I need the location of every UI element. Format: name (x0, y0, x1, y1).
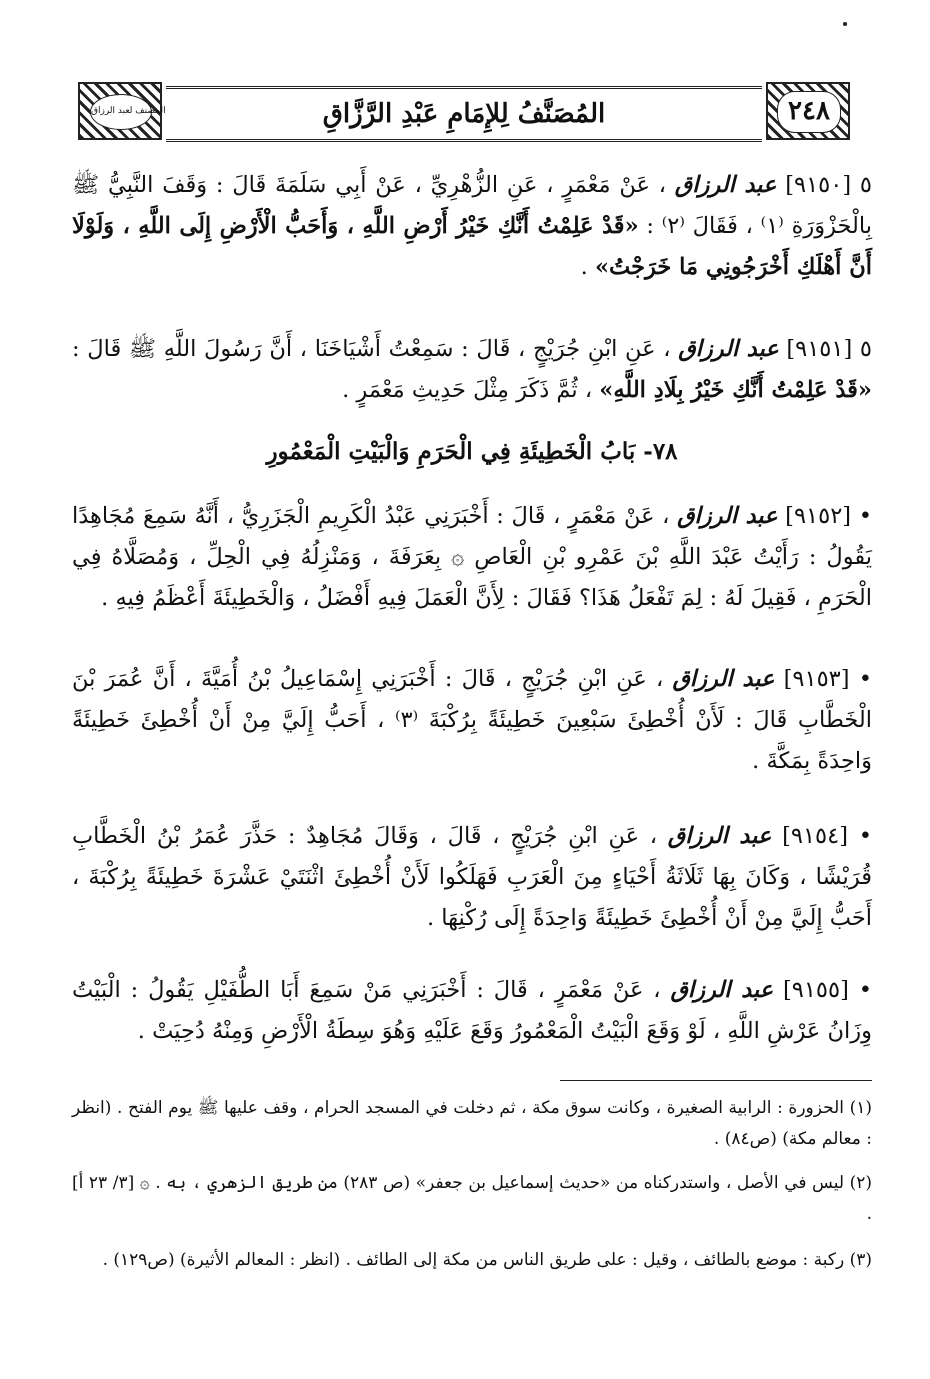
author-name: عبد الرزاق (672, 666, 775, 692)
hadith-tail: ، ثُمَّ ذَكَرَ مِثْلَ حَدِيثِ مَعْمَرٍ . (342, 377, 600, 403)
hadith-marker: • (858, 666, 873, 692)
header-ornament-left (78, 82, 166, 140)
author-name: عبد الرزاق (677, 503, 778, 529)
hadith-number: [٩١٥٠] (785, 172, 852, 198)
hadith-marker: ٥ (859, 172, 872, 198)
hadith-quote: «قَدْ عَلِمْتُ أَنَّكِ خَيْرُ أَرْضِ اللَّهِ ، وَأَحَبُّ الْأَرْضِ إِلَى اللَّهِ ، وَلَوْلَا أَنَّ أَهْلَكِ أَخْرَجُونِي مَا خَرَجْتُ» (72, 213, 872, 280)
hadith-9153 (72, 659, 872, 782)
hadith-9150 (72, 165, 872, 288)
footnote-text: (٢) ليس في الأصل ، واستدركناه من «حديث إسماعيل بن جعفر» (ص ٢٨٣) من طريق الزهري ، به . ۞ [٣/ ٢٣ أ] . (72, 1173, 872, 1224)
footnote-text: (١) الحزورة : الرابية الصغيرة ، وكانت سوق مكة ، ثم دخلت في المسجد الحرام ، وقف عليها ﷺ يوم الفتح . (انظر : معالم مكة) (ص٨٤) . (72, 1098, 872, 1149)
page-header (78, 82, 850, 142)
hadith-text: ، عَنِ ابْنِ جُرَيْجٍ ، قَالَ : أَخْبَرَنِي إِسْمَاعِيلُ بْنُ أُمَيَّةَ ، أَنَّ عُمَرَ بْنَ الْخَطَّابِ قَالَ : لَأَنْ أُخْطِئَ سَبْعِينَ خَطِيئَةً بِرُكْبَةَ ⁽٣⁾ ، أَحَبُّ إِلَيَّ مِنْ أَنْ أُخْطِئَ خَطِيئَةً وَاحِدَةً بِمَكَّةَ . (72, 666, 872, 774)
footnote-1 (72, 1093, 872, 1155)
hadith-text: ، عَنْ مَعْمَرٍ ، قَالَ : أَخْبَرَنِي مَنْ سَمِعَ أَبَا الطُّفَيْلِ يَقُولُ : الْبَيْتُ وِزَانُ عَرْشِ اللَّهِ ، لَوْ وَقَعَ الْبَيْتُ الْمَعْمُورُ وَقَعَ عَلَيْهِ وَهُوَ سِطَةُ الْأَرْضِ وَمِنْهُ دُحِيَتْ . (72, 977, 872, 1044)
footnote-separator (560, 1080, 872, 1081)
hadith-number: [٩١٥٤] (782, 823, 848, 849)
hadith-9151 (72, 329, 872, 411)
book-logo-seal: المصنف لعبد الرزاق (90, 94, 152, 130)
hadith-tail: . (580, 254, 595, 280)
header-ornament-right (766, 82, 850, 140)
hadith-9152 (72, 496, 872, 619)
hadith-number: [٩١٥٢] (785, 503, 852, 529)
page-dot (843, 22, 847, 26)
hadith-marker: ٥ (859, 336, 872, 362)
hadith-marker: • (858, 977, 872, 1003)
chapter-heading: ٧٨- بَابُ الْخَطِيئَةِ فِي الْحَرَمِ وَالْبَيْتِ الْمَعْمُورِ (266, 438, 678, 465)
footnote-text: (٣) ركبة : موضع بالطائف ، وقيل : على طريق الناس من مكة إلى الطائف . (انظر : المعالم الأثيرة) (ص١٢٩) . (102, 1250, 872, 1270)
author-name: عبد الرزاق (678, 336, 779, 362)
book-title: المُصَنَّفُ لِلإِمَامِ عَبْدِ الرَّزَّاقِ (322, 99, 606, 129)
title-band (166, 86, 762, 142)
hadith-9155 (72, 970, 872, 1052)
page-number: ٢٤٨ (777, 91, 841, 133)
author-name: عبد الرزاق (674, 172, 777, 198)
hadith-text: ، عَنْ مَعْمَرٍ ، عَنِ الزُّهْرِيِّ ، عَنْ أَبِي سَلَمَةَ قَالَ : وَقَفَ النَّبِيُّ ﷺ بِالْحَزْوَرَةِ ⁽١⁾ ، فَقَالَ ⁽٢⁾ : (72, 172, 872, 239)
hadith-9154 (72, 816, 872, 939)
hadith-number: [٩١٥١] (786, 336, 853, 362)
hadith-number: [٩١٥٣] (783, 666, 850, 692)
author-name: عبد الرزاق (670, 977, 774, 1003)
author-name: عبد الرزاق (667, 823, 772, 849)
hadith-quote: «قَدْ عَلِمْتُ أَنَّكِ خَيْرُ بِلَادِ اللَّهِ» (599, 377, 872, 403)
footnote-2 (72, 1168, 872, 1230)
hadith-marker: • (858, 823, 872, 849)
hadith-marker: • (858, 503, 872, 529)
hadith-text: ، عَنْ مَعْمَرٍ ، قَالَ : أَخْبَرَنِي عَبْدُ الْكَرِيمِ الْجَزَرِيُّ ، أَنَّهُ سَمِعَ مُجَاهِدًا يَقُولُ : رَأَيْتُ عَبْدَ اللَّهِ بْنَ عَمْرِو بْنِ الْعَاصِ ۞ بِعَرَفَةَ ، وَمَنْزِلُهُ فِي الْحِلِّ ، وَمُصَلَّاهُ فِي الْحَرَمِ ، فَقِيلَ لَهُ : لِمَ تَفْعَلُ هَذَا؟ فَقَالَ : لِأَنَّ الْعَمَلَ فِيهِ أَفْضَلُ ، وَالْخَطِيئَةَ أَعْظَمُ فِيهِ . (72, 503, 872, 611)
hadith-text: ، عَنِ ابْنِ جُرَيْجٍ ، قَالَ : سَمِعْتُ أَشْيَاخَنَا ، أَنَّ رَسُولَ اللَّهِ ﷺ قَالَ : (72, 336, 671, 362)
hadith-text: ، عَنِ ابْنِ جُرَيْجٍ ، قَالَ ، وَقَالَ مُجَاهِدٌ : حَذَّرَ عُمَرُ بْنُ الْخَطَّابِ قُرَيْشًا ، وَكَانَ بِهَا ثَلَاثَةُ أَحْيَاءٍ مِنَ الْعَرَبِ فَهَلَكُوا لَأَنْ أُخْطِئَ اثْنَتَيْ عَشْرَةَ خَطِيئَةً بِرُكْبَةَ ، أَحَبُّ إِلَيَّ مِنْ أَنْ أُخْطِئَ خَطِيئَةً وَاحِدَةً إِلَى رُكْنِهَا . (72, 823, 872, 931)
hadith-number: [٩١٥٥] (782, 977, 849, 1003)
footnote-3 (72, 1245, 872, 1276)
